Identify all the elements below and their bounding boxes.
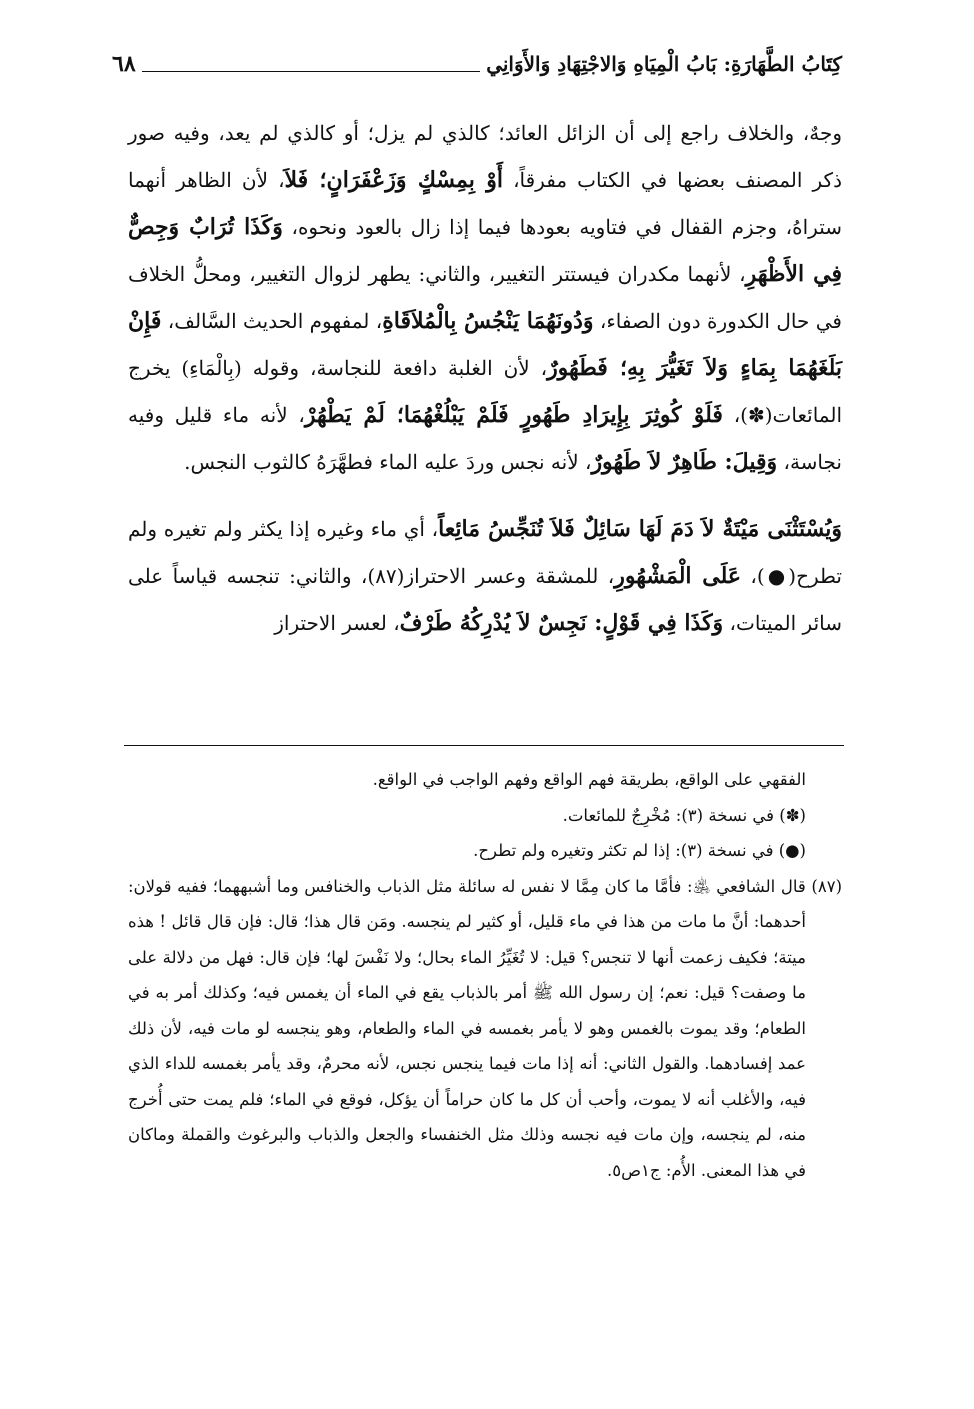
page-header [112,44,842,78]
matn-text: وَيُسْتَثْنَى مَيْتَةٌ لاَ دَمَ لَهَا سَائِلٌ فَلاَ تُنَجِّسُ مَائِعاً [438,516,842,542]
footnote-star-marker: ✽ [747,403,765,427]
commentary-text: ، لأنهما مكدران فيستتر التغيير، والثاني: يطهر لزوال التغيير، ومحلُّ الخلاف في حال الكدورة دون الصفاء، [128,262,842,333]
page-number: ٦٨ [112,51,136,77]
matn-text: وَدُونَهُمَا يَنْجُسُ بِالْمُلاَقَاةِ [382,308,594,334]
commentary-text: ، لمفهوم الحديث السَّالف، [161,309,383,333]
commentary-text: ، لأن الغلبة دافعة للنجاسة، وقوله (بِالْمَاءِ) يخرج المائعات( [128,356,842,427]
main-paragraph-1 [128,110,842,486]
main-paragraph-2 [128,506,842,647]
commentary-text: ، أي ماء وغيره إذا يكثر ولم تغيره ولم تطرح( [128,517,842,588]
commentary-text: ، لأنه ماء قليل وفيه نجاسة، [128,403,842,474]
footnote-star: (✽) في نسخة (٣): مُخْرِجٌ للمائعات. [562,805,806,825]
footnote-continuation: الفقهي على الواقع، بطريقة فهم الواقع وفهم الواجب في الواقع. [372,770,806,789]
commentary-text: ، لأن الظاهر أنهما ستراهُ، وجزم القفال في فتاويه بعودها فيما إذا زال بالعود ونحوه، [128,168,843,239]
footnote-87: (٨٧) قال الشافعي ﵁: فأمَّا ما كان مِمَّا لا نفس له سائلة مثل الذباب والخنافس وما أشبههما؛ ففيه قولان: أحدهما: أنَّ ما مات من هذا في ماء قليل، أو كثير لم ينجسه. ومَن قال هذا؛ قال: فإن قال قائل ! هذه ميتة؛ فكيف زعمت أنها لا تنجس؟ قيل: لا تُغَيِّرُ الماء بحال؛ ولا نَفْسَ لها؛ فإن قال: فهل من دلالة على ما وصفت؟ قيل: نعم؛ إن رسول الله ﷺ أمر بالذباب يقع في الماء أن يغمس فيه؛ وكذلك أمر به في الطعام؛ وقد يموت بالغمس وهو لا يأمر بغمسه في الماء والطعام، وهو ينجسه لو مات فيه، لأن ذلك عمد إفسادهما. والقول الثاني: أنه إذا مات فيما ينجس نجس، لأنه محرمٌ، وقد يأمر بغمسه للداء الذي فيه، والأغلب أنه لا يموت، وأحب أن كل ما كان حراماً أن يؤكل، فوقع في الماء؛ فلم يمت حتى أُخرج منه، لم ينجسه، وإن مات فيه نجسه وذلك مثل الخنفساء والجعل والذباب والبرغوث والقملة وماكان في هذا المعنى. الأُم: ج١ص٥. [128,876,842,1180]
footnotes [128,762,842,1188]
matn-text: وَكَذَا فِي قَوْلٍ: نَجِسٌ لاَ يُدْرِكُهُ طَرْفٌ [399,610,724,636]
matn-text: فَإِنْ بَلَغَهُمَا بِمَاءٍ وَلاَ تَغَيُّرَ بِهِ؛ فَطَهُورٌ [128,308,842,381]
matn-text: وَكَذَا تُرَابٌ وَجِصٌّ فِي الأَظْهَرِ [128,214,842,287]
commentary-text: وجهٌ، والخلاف راجع إلى أن الزائل العائد؛ كالذي لم يزل؛ أو كالذي لم يعد، وفيه صور ذكر المصنف بعضها في الكتاب مفرقاً، [128,121,842,192]
footnote-dot: (●) في نسخة (٣): إذا لم تكثر وتغيره ولم تطرح. [473,841,806,860]
main-text [128,110,842,647]
running-title: كِتَابُ الطَّهَارَةِ: بَابُ الْمِيَاهِ وَالاجْتِهَادِ وَالأَوَانِي [486,52,842,76]
commentary-text: ، للمشقة وعسر الاحتراز(٨٧)، والثاني: تنجسه قياساً على سائر الميتات، [128,564,842,635]
matn-text: أَوْ بِمِسْكٍ وَزَعْفَرَانٍ؛ فَلاَ [284,167,503,193]
matn-text: فَلَوْ كُوثِرَ بِإِيرَادِ طَهُورٍ فَلَمْ يَبْلُغْهُمَا؛ لَمْ يَطْهُرْ [304,402,723,428]
header-rule [142,71,481,72]
commentary-text: ، لأنه نجس وردَ عليه الماء فطهَّرَهُ كالثوب النجس. [184,450,592,474]
matn-text: عَلَى الْمَشْهُورِ [614,563,741,589]
matn-text: وَقِيلَ: طَاهِرٌ لاَ طَهُورٌ [591,449,778,475]
footnote-dot-marker: ● [764,564,789,588]
commentary-text: )، [741,564,765,588]
commentary-text: ، لعسر الاحتراز [274,611,400,635]
footnote-separator [124,745,844,746]
commentary-text: )، [722,403,748,427]
